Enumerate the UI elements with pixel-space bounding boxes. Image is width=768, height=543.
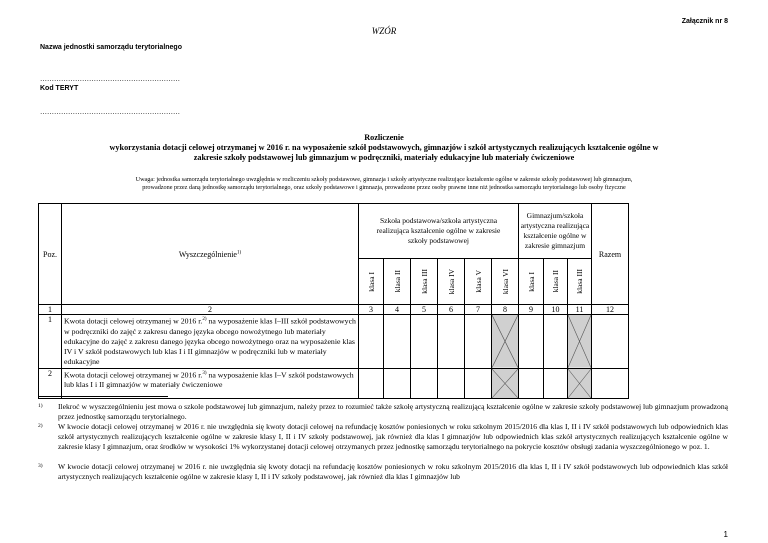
header-gym-class: klasa II	[551, 270, 560, 293]
amount-cell[interactable]	[359, 315, 384, 369]
amount-cell[interactable]	[519, 368, 544, 398]
column-number: 12	[592, 305, 629, 315]
header-primary-group: Szkoła podstawowa/szkoła artystyczna realizująca kształcenie ogólne w zakresie szkoły podstawowej	[359, 204, 519, 259]
header-wyszczegolnienie-text: Wyszczególnienie	[178, 249, 237, 259]
amount-cell[interactable]	[519, 315, 544, 369]
header-razem: Razem	[592, 204, 629, 305]
title-line-3: zakresie szkoły podstawowej lub gimnazjum w podręczniki, materiały edukacyjne lub materiały ćwiczeniowe	[193, 153, 575, 162]
column-number: 1	[39, 305, 62, 315]
footnote-2	[38, 422, 728, 451]
row-poz: 1	[39, 315, 62, 369]
row-text-rest: na wyposażenie klas I–V szkół podstawowych lub klas I i II gimnazjów w materiały ćwiczeniowe	[64, 370, 354, 390]
column-number: 4	[384, 305, 411, 315]
row-text: Kwota dotacji celowej otrzymanej w 2016 r.	[64, 370, 203, 380]
row-footnote-ref: 2)	[202, 317, 207, 322]
row-description	[62, 315, 359, 369]
footnote-text: W kwocie dotacji celowej otrzymanej w 2016 r. nie uwzględnia się kwoty dotacji na refundację kosztów poniesionych w roku szkolnym 2015/2016 dla klas I, II i IV szkół podstawowych lub odpowiednich klas szkół artystycznych realizujących kształcenie ogólne w zakresie klasy I, II i IV szkoły podstawowej, jak również dla klas I gimnazjów lub	[58, 462, 728, 481]
amount-cell[interactable]	[465, 315, 492, 369]
header-primary-class: klasa IV	[446, 268, 456, 295]
teryt-field[interactable]: ……………………………………………………	[40, 108, 180, 116]
unit-name-label: Nazwa jednostki samorządu terytorialnego	[40, 44, 182, 51]
column-number: 2	[62, 305, 359, 315]
column-number: 11	[568, 305, 592, 315]
page-number: 1	[723, 530, 728, 539]
note-line-2: prowadzone przez daną jednostkę samorządu terytorialnego, oraz szkoły podstawowe i gimnazja, prowadzone przez osoby prawne inne niż jednostka samorządu terytorialnego lub osoby fizyczne	[142, 184, 626, 191]
amount-cell[interactable]	[384, 315, 411, 369]
amount-cell[interactable]	[465, 368, 492, 398]
header-primary-class: klasa VI	[500, 268, 510, 295]
header-primary-class: klasa V	[473, 270, 483, 293]
amount-cell[interactable]	[359, 368, 384, 398]
amount-cell[interactable]	[411, 368, 438, 398]
title-line-1: Rozliczenie	[364, 133, 404, 142]
column-number-row	[39, 305, 629, 315]
row-text: Kwota dotacji celowej otrzymanej w 2016 r.	[64, 316, 203, 326]
column-number: 6	[438, 305, 465, 315]
column-number: 9	[519, 305, 544, 315]
footnote-number: 3)	[38, 463, 43, 469]
column-number: 5	[411, 305, 438, 315]
footnote-separator	[38, 396, 168, 397]
title-line-2: wykorzystania dotacji celowej otrzymanej w 2016 r. na wyposażenie szkół podstawowych, gimnazjów i szkół artystycznych realizujących kształcenie ogólne w	[109, 143, 659, 152]
column-number: 7	[465, 305, 492, 315]
header-gym-class: klasa III	[575, 269, 584, 294]
header-footnote-ref: 1)	[236, 249, 242, 255]
row-description	[62, 368, 359, 398]
footnote-number: 1)	[38, 403, 43, 409]
form-label: WZÓR	[371, 26, 397, 36]
document-title	[40, 133, 728, 163]
footnote-3	[38, 462, 728, 482]
table-row	[39, 368, 629, 398]
crossed-out-cell	[568, 368, 592, 398]
crossed-out-cell	[492, 315, 519, 369]
column-number: 10	[544, 305, 568, 315]
amount-cell[interactable]	[411, 315, 438, 369]
amount-cell[interactable]	[438, 368, 465, 398]
header-wyszczegolnienie	[62, 204, 359, 305]
row-poz: 2	[39, 368, 62, 398]
header-gym-class: klasa I	[526, 271, 536, 292]
total-cell[interactable]	[592, 368, 629, 398]
amount-cell[interactable]	[384, 368, 411, 398]
footnote-text: Ilekroć w wyszczególnieniu jest mowa o szkole podstawowej lub gimnazjum, należy przez to rozumieć także szkołę artystyczną realizującą kształcenie ogólne w zakresie szkoły podstawowej lub gimnazjum prowadzoną przez jednostkę samorządu terytorialnego.	[58, 402, 728, 421]
table-row	[39, 315, 629, 369]
settlement-table	[38, 203, 629, 399]
footnote-number: 2)	[38, 423, 43, 429]
header-poz: Poz.	[39, 204, 62, 305]
column-number: 3	[359, 305, 384, 315]
header-primary-class: klasa II	[392, 270, 402, 293]
teryt-label: Kod TERYT	[40, 85, 79, 92]
amount-cell[interactable]	[544, 315, 568, 369]
total-cell[interactable]	[592, 315, 629, 369]
column-number: 8	[492, 305, 519, 315]
header-gym-group: Gimnazjum/szkoła artystyczna realizująca kształcenie ogólne w zakresie gimnazjum	[519, 204, 592, 259]
note-line-1: Uwaga: jednostka samorządu terytorialnego uwzględnia w rozliczeniu szkoły podstawowe, gimnazja i szkoły artystyczne realizujące kształcenie ogólne w zakresie szkoły podstawowej lub gimnazjum,	[135, 176, 633, 183]
row-footnote-ref: 3)	[202, 370, 207, 376]
footnote-text: W kwocie dotacji celowej otrzymanej w 2016 r. nie uwzględnia się kwoty dotacji celowej na refundację kosztów poniesionych w roku szkolnym 2015/2016 dla klas I, II i IV szkół podstawowych lub odpowiednich klas szkół artystycznych realizujących kształcenie ogólne w zakresie klasy I, II i IV szkoły podstawowej, jak również dla klas I gimnazjów lub odpowiednich klas szkół artystycznych realizujących kształcenie ogólne w zakresie klasy I gimnazjum, oraz środków w wysokości 1% wykorzystanej dotacji celowej otrzymanych przez jednostkę samorządu terytorialnego na pokrycie kosztów obsługi zadania wyszczególnionego w poz. 1.	[58, 422, 728, 451]
crossed-out-cell	[568, 315, 592, 369]
amount-cell[interactable]	[438, 315, 465, 369]
annex-label: Załącznik nr 8	[681, 18, 728, 25]
unit-name-field[interactable]: ……………………………………………………	[40, 75, 180, 83]
header-primary-class: klasa I	[366, 271, 376, 292]
amount-cell[interactable]	[544, 368, 568, 398]
row-text-rest: na wyposażenie klas I–III szkół podstawowych w podręczniki do zajęć z zakresu danego języka obcego nowożytnego lub materiały edukacyjne do zajęć z zakresu danego języka obcego nowożytnego oraz na wyposażenie klas IV i V szkół podstawowych lub klas I i II gimnazjów w podręczniki lub w materiały edukacyjne	[64, 316, 356, 367]
header-primary-class: klasa III	[419, 269, 429, 294]
footnote-1	[38, 402, 728, 422]
note	[40, 176, 728, 192]
crossed-out-cell	[492, 368, 519, 398]
